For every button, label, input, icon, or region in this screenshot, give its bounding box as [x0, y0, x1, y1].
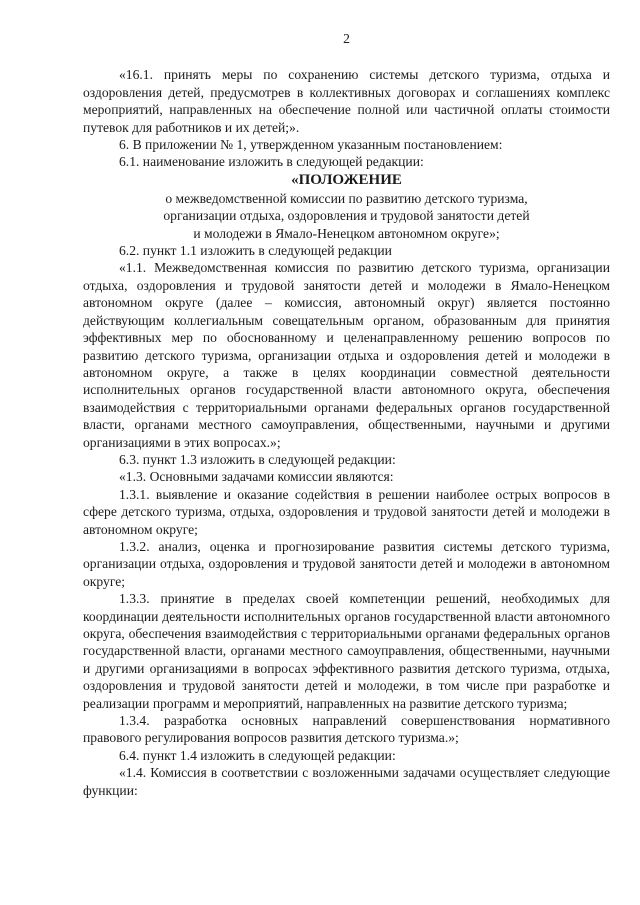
paragraph-1-4: «1.4. Комиссия в соответствии с возложенными задачами осуществляет следующие функции:	[83, 765, 610, 798]
regulation-subtitle-line-1: о межведомственной комиссии по развитию детского туризма,	[165, 190, 528, 206]
regulation-subtitle-line-3: и молодежи в Ямало-Ненецком автономном округе»;	[193, 225, 500, 241]
document-page	[83, 30, 610, 799]
paragraph-6-2: 6.2. пункт 1.1 изложить в следующей редакции	[119, 243, 392, 259]
page-number: 2	[343, 31, 350, 46]
paragraph-1-3-3: 1.3.3. принятие в пределах своей компетенции решений, необходимых для координации деятельности исполнительных органов государственной власти автономного округа, обеспечения взаимодействия с территориальными органами федеральных органов государственной власти, органами местного самоуправления, общественными, научными и другими организациями в вопросах эффективного развития детского туризма, отдыха, оздоровления и трудовой занятости детей и молодежи, в том числе при разработке и реализации программ и мероприятий, направленных на развитие детского туризма;	[83, 591, 610, 711]
paragraph-1-3-4: 1.3.4. разработка основных направлений совершенствования нормативного правового регулирования вопросов развития детского туризма.»;	[83, 713, 610, 746]
paragraph-1-3: «1.3. Основными задачами комиссии являются:	[119, 469, 394, 485]
paragraph-1-1: «1.1. Межведомственная комиссия по развитию детского туризма, организации отдыха, оздоровления и трудовой занятости детей и молодежи в Ямало-Ненецком автономном округе (далее – комиссия, автономный округ) является постоянно действующим коллегиальным совещательным органом, образованным для принятия эффективных мер по обоснованному и целенаправленному решению вопросов по развитию детского туризма, организации отдыха и оздоровления детей и молодежи в автономном округе, а также в целях координации совместной деятельности исполнительных органов государственной власти автономного округа, обеспечения взаимодействия с территориальными органами федеральных органов государственной власти, органами местного самоуправления, общественными, научными и другими организациями в этих вопросах.»;	[83, 260, 610, 450]
regulation-title: «ПОЛОЖЕНИЕ	[291, 171, 402, 188]
regulation-subtitle-line-2: организации отдыха, оздоровления и трудовой занятости детей	[163, 208, 530, 224]
paragraph-1-3-2: 1.3.2. анализ, оценка и прогнозирование развития системы детского туризма, организации отдыха, оздоровления и трудовой занятости детей и молодежи в автономном округе;	[83, 538, 610, 589]
paragraph-6: 6. В приложении № 1, утвержденном указанным постановлением:	[119, 137, 503, 153]
paragraph-6-4: 6.4. пункт 1.4 изложить в следующей редакции:	[119, 747, 396, 763]
paragraph-1-3-1: 1.3.1. выявление и оказание содействия в решении наиболее острых вопросов в сфере детского туризма, отдыха, оздоровления и трудовой занятости детей и молодежи в автономном округе;	[83, 486, 610, 537]
paragraph-6-1: 6.1. наименование изложить в следующей редакции:	[119, 154, 424, 170]
paragraph-6-3: 6.3. пункт 1.3 изложить в следующей редакции:	[119, 451, 396, 467]
paragraph-16-1: «16.1. принять меры по сохранению системы детского туризма, отдыха и оздоровления детей, предусмотрев в коллективных договорах и соглашениях комплекс мероприятий, направленных на обеспечение полной или частичной оплаты стоимости путевок для работников и их детей;».	[83, 67, 610, 135]
